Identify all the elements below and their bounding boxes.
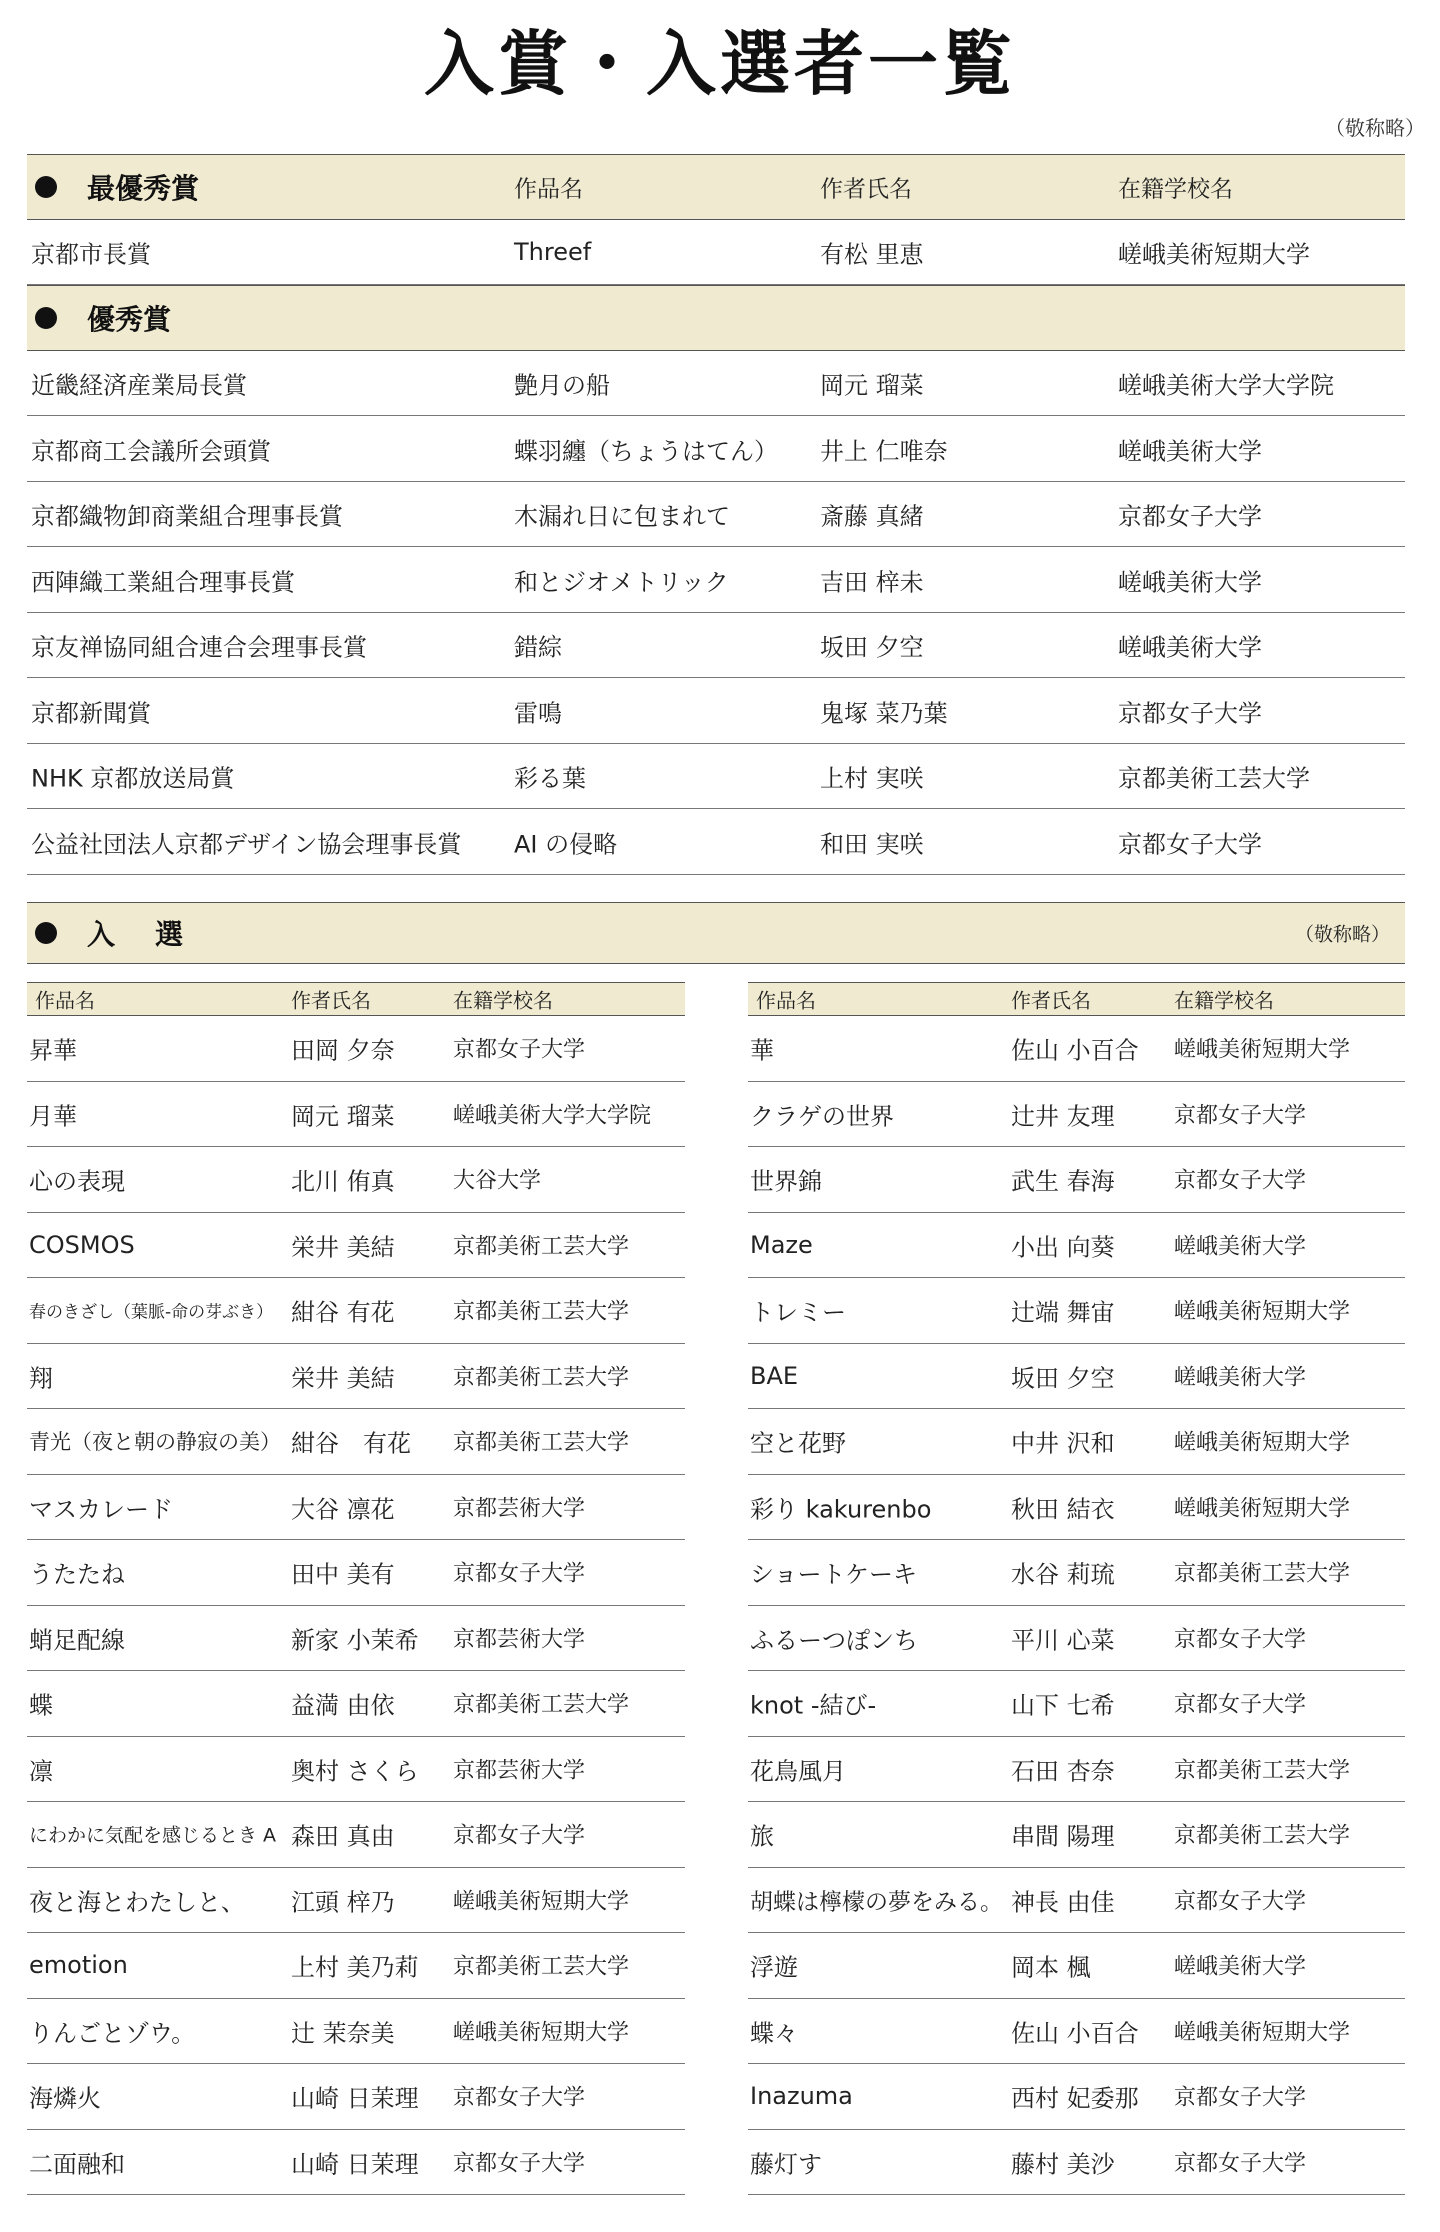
author-name: 斎藤 真緒: [820, 502, 924, 531]
school-name: 京都美術工芸大学: [453, 1365, 630, 1391]
col-author-header: 作者氏名: [1011, 988, 1091, 1013]
school-name: 嵯峨美術大学: [1118, 437, 1262, 465]
col-school-header: 在籍学校名: [1118, 176, 1233, 203]
school-name: 京都美術工芸大学: [1174, 1561, 1351, 1587]
page-title: 入賞・入選者一覧: [424, 22, 1016, 105]
work-title: 花鳥風月: [750, 1757, 846, 1786]
work-title: Threef: [514, 238, 592, 266]
list-item: [748, 1278, 1405, 1344]
school-name: 京都美術工芸大学: [453, 1430, 630, 1456]
school-name: 嵯峨美術大学大学院: [453, 1103, 652, 1129]
list-item: [748, 1540, 1405, 1606]
work-title: りんごとゾウ。: [29, 2019, 196, 2048]
list-item: [27, 1540, 685, 1606]
list-item: [27, 2130, 685, 2196]
award-name: 京都市長賞: [31, 240, 151, 269]
school-name: 京都美術工芸大学: [1118, 764, 1310, 793]
school-name: 京都女子大学: [453, 1823, 586, 1849]
school-name: 嵯峨美術大学: [1118, 633, 1262, 662]
author-name: 秋田 結衣: [1011, 1495, 1115, 1524]
author-name: 石田 杏奈: [1011, 1757, 1115, 1786]
work-title: 華: [750, 1036, 774, 1065]
list-item: [748, 1082, 1405, 1148]
school-name: 京都芸術大学: [453, 1496, 586, 1522]
work-title: 木漏れ日に包まれて: [514, 502, 730, 531]
award-row: [27, 810, 1405, 875]
award-row: [27, 744, 1405, 809]
school-name: 京都女子大学: [453, 1561, 586, 1587]
grand-prize-header: [27, 154, 1405, 220]
author-name: 神長 由佳: [1011, 1888, 1115, 1917]
work-title: 月華: [29, 1102, 77, 1131]
author-name: 益満 由依: [291, 1691, 395, 1720]
col-author-header: 作者氏名: [291, 988, 371, 1013]
work-title: BAE: [750, 1361, 799, 1390]
list-item: [27, 1999, 685, 2065]
school-name: 京都美術工芸大学: [1174, 1823, 1351, 1849]
work-title: 藤灯す: [750, 2150, 822, 2179]
work-title: 胡蝶は檸檬の夢をみる。: [750, 1889, 1003, 1916]
work-title: emotion: [29, 1951, 128, 1980]
list-item: [748, 1475, 1405, 1541]
school-name: 京都女子大学: [1174, 2151, 1307, 2177]
selection-header: [27, 902, 1405, 964]
school-name: 嵯峨美術短期大学: [453, 1889, 630, 1915]
school-name: 嵯峨美術短期大学: [1174, 1430, 1351, 1456]
author-name: 中井 沢和: [1011, 1429, 1115, 1458]
list-item: [748, 1213, 1405, 1279]
author-name: 紺谷 有花: [291, 1298, 395, 1327]
author-name: 藤村 美沙: [1011, 2150, 1115, 2179]
author-name: 田中 美有: [291, 1560, 395, 1589]
work-title: 和とジオメトリック: [514, 568, 729, 596]
school-name: 嵯峨美術大学: [1118, 568, 1262, 596]
excellence-label: 優秀賞: [87, 303, 172, 336]
author-name: 山崎 日茉理: [291, 2150, 419, 2179]
author-name: 平川 心菜: [1011, 1626, 1115, 1655]
school-name: 嵯峨美術大学: [1174, 1954, 1307, 1980]
list-item: [748, 1409, 1405, 1475]
award-row: [27, 220, 1405, 285]
school-name: 京都女子大学: [1174, 1889, 1307, 1915]
award-name: 京都新聞賞: [31, 699, 151, 727]
author-name: 上村 実咲: [820, 764, 924, 793]
list-item: [27, 1278, 685, 1344]
work-title: にわかに気配を感じるとき A: [29, 1824, 277, 1847]
school-name: 京都女子大学: [1174, 1103, 1307, 1129]
list-item: [27, 1409, 685, 1475]
author-name: 串間 陽理: [1011, 1822, 1115, 1851]
list-item: [27, 1606, 685, 1672]
author-name: 江頭 梓乃: [291, 1888, 395, 1917]
list-item: [748, 1999, 1405, 2065]
author-name: 栄井 美結: [291, 1233, 395, 1262]
school-name: 京都女子大学: [1174, 1627, 1307, 1653]
work-title: 錯綜: [514, 633, 562, 662]
work-title: COSMOS: [29, 1230, 135, 1259]
work-title: 雷鳴: [514, 699, 562, 727]
list-item: [27, 1082, 685, 1148]
selection-label: 入 選: [87, 918, 190, 951]
list-item: [27, 1802, 685, 1868]
work-title: 海燐火: [29, 2084, 101, 2113]
selection-left-list: [27, 1016, 685, 2195]
work-title: ショートケーキ: [750, 1560, 918, 1589]
school-name: 嵯峨美術短期大学: [1174, 1037, 1351, 1063]
award-row: [27, 482, 1405, 547]
award-name: 京友禅協同組合連合会理事長賞: [31, 633, 367, 662]
award-row: [27, 679, 1405, 744]
list-item: [27, 1475, 685, 1541]
author-name: 山下 七希: [1011, 1691, 1115, 1720]
selection-honorific: （敬称略）: [1295, 923, 1391, 946]
list-item: [748, 2130, 1405, 2196]
work-title: 夜と海とわたしと、: [29, 1888, 245, 1917]
author-name: 有松 里恵: [820, 240, 924, 269]
author-name: 武生 春海: [1011, 1167, 1115, 1196]
author-name: 辻 茉奈美: [291, 2019, 395, 2048]
list-item: [748, 1606, 1405, 1672]
author-name: 鬼塚 菜乃葉: [820, 699, 948, 727]
award-name: 京都織物卸商業組合理事長賞: [31, 502, 343, 531]
bullet-icon: [35, 922, 57, 944]
author-name: 辻端 舞宙: [1011, 1298, 1115, 1327]
excellence-header: [27, 285, 1405, 351]
work-title: 凛: [29, 1757, 53, 1786]
school-name: 京都女子大学: [453, 1037, 586, 1063]
work-title: うたたね: [29, 1560, 125, 1589]
school-name: 京都美術工芸大学: [453, 1954, 630, 1980]
school-name: 嵯峨美術短期大学: [1118, 240, 1310, 269]
school-name: 嵯峨美術短期大学: [453, 2020, 630, 2046]
award-row: [27, 417, 1405, 482]
author-name: 北川 侑真: [291, 1167, 395, 1196]
list-item: [748, 1671, 1405, 1737]
award-name: 公益社団法人京都デザイン協会理事長賞: [31, 830, 462, 858]
list-item: [748, 1016, 1405, 1082]
col-school-header: 在籍学校名: [453, 988, 553, 1013]
school-name: 京都美術工芸大学: [453, 1692, 630, 1718]
award-row: [27, 613, 1405, 678]
school-name: 京都女子大学: [1118, 699, 1262, 727]
school-name: 嵯峨美術大学: [1174, 1365, 1307, 1391]
col-work-header: 作品名: [756, 988, 816, 1013]
list-item: [27, 1671, 685, 1737]
list-item: [27, 1213, 685, 1279]
school-name: 京都女子大学: [1174, 1168, 1307, 1194]
work-title: 青光（夜と朝の静寂の美）: [29, 1430, 281, 1455]
author-name: 森田 真由: [291, 1822, 395, 1851]
author-name: 佐山 小百合: [1011, 1036, 1139, 1065]
col-author-header: 作者氏名: [820, 176, 912, 203]
author-name: 坂田 夕空: [820, 633, 924, 662]
work-title: 蝶羽纏（ちょうはてん）: [514, 437, 778, 465]
list-item: [748, 1147, 1405, 1213]
grand-prize-label: 最優秀賞: [87, 172, 200, 205]
author-name: 岡本 楓: [1011, 1953, 1091, 1982]
list-item: [27, 1147, 685, 1213]
author-name: 紺谷 有花: [291, 1429, 411, 1458]
list-item: [27, 1933, 685, 1999]
author-name: 田岡 夕奈: [291, 1036, 395, 1065]
col-school-header: 在籍学校名: [1174, 988, 1274, 1013]
school-name: 京都美術工芸大学: [453, 1234, 630, 1260]
list-item: [748, 2064, 1405, 2130]
list-item: [27, 1016, 685, 1082]
work-title: 艶月の船: [514, 371, 610, 400]
school-name: 京都美術工芸大学: [1174, 1758, 1351, 1784]
award-row: [27, 351, 1405, 416]
work-title: 二面融和: [29, 2150, 125, 2179]
school-name: 嵯峨美術短期大学: [1174, 1496, 1351, 1522]
work-title: 昇華: [29, 1036, 77, 1065]
school-name: 嵯峨美術短期大学: [1174, 1299, 1351, 1325]
selection-left-header: [27, 982, 685, 1016]
award-row: [27, 548, 1405, 613]
bullet-icon: [35, 176, 57, 198]
list-item: [748, 1868, 1405, 1934]
school-name: 嵯峨美術短期大学: [1174, 2020, 1351, 2046]
honorific-note: （敬称略）: [1325, 116, 1425, 140]
school-name: 大谷大学: [453, 1168, 542, 1194]
selection-right-list: [748, 1016, 1405, 2195]
list-item: [27, 1868, 685, 1934]
author-name: 西村 妃委那: [1011, 2084, 1139, 2113]
author-name: 大谷 凛花: [291, 1495, 395, 1524]
author-name: 吉田 梓未: [820, 568, 924, 596]
school-name: 京都女子大学: [1118, 830, 1262, 858]
col-work-header: 作品名: [35, 988, 95, 1013]
work-title: 旅: [750, 1822, 774, 1851]
school-name: 京都女子大学: [453, 2085, 586, 2111]
school-name: 京都女子大学: [1118, 502, 1262, 531]
school-name: 京都女子大学: [453, 2151, 586, 2177]
school-name: 京都芸術大学: [453, 1627, 586, 1653]
award-name: 近畿経済産業局長賞: [31, 371, 247, 400]
award-name: 京都商工会議所会頭賞: [31, 437, 271, 465]
author-name: 栄井 美結: [291, 1364, 395, 1393]
selection-right-header: [748, 982, 1405, 1016]
list-item: [748, 1344, 1405, 1410]
work-title: 蝶: [29, 1691, 53, 1720]
author-name: 坂田 夕空: [1011, 1364, 1115, 1393]
work-title: Maze: [750, 1230, 813, 1259]
author-name: 辻井 友理: [1011, 1102, 1115, 1131]
list-item: [748, 1737, 1405, 1803]
author-name: 水谷 莉琉: [1011, 1560, 1115, 1589]
author-name: 上村 美乃莉: [291, 1953, 419, 1982]
work-title: 彩る葉: [514, 764, 586, 793]
author-name: 岡元 瑠菜: [820, 371, 924, 400]
work-title: 翔: [29, 1364, 53, 1393]
work-title: 蝶々: [750, 2019, 798, 2048]
work-title: 彩り kakurenbo: [750, 1495, 932, 1524]
author-name: 小出 向葵: [1011, 1233, 1115, 1262]
work-title: Inazuma: [750, 2082, 853, 2111]
list-item: [748, 1933, 1405, 1999]
work-title: 世界錦: [750, 1167, 822, 1196]
work-title: トレミー: [750, 1298, 846, 1327]
school-name: 京都女子大学: [1174, 1692, 1307, 1718]
school-name: 京都芸術大学: [453, 1758, 586, 1784]
author-name: 佐山 小百合: [1011, 2019, 1139, 2048]
work-title: 浮遊: [750, 1953, 798, 1982]
author-name: 新家 小茉希: [291, 1626, 419, 1655]
school-name: 京都美術工芸大学: [453, 1299, 630, 1325]
list-item: [27, 1344, 685, 1410]
work-title: クラゲの世界: [750, 1102, 894, 1131]
school-name: 嵯峨美術大学大学院: [1118, 371, 1334, 400]
work-title: 心の表現: [29, 1167, 125, 1196]
school-name: 嵯峨美術大学: [1174, 1234, 1307, 1260]
school-name: 京都女子大学: [1174, 2085, 1307, 2111]
col-work-header: 作品名: [514, 176, 583, 203]
work-title: 蛸足配線: [29, 1626, 125, 1655]
author-name: 山崎 日茉理: [291, 2084, 419, 2113]
author-name: 和田 実咲: [820, 830, 924, 858]
work-title: 春のきざし（葉脈-命の芽ぶき）: [29, 1302, 274, 1323]
work-title: 空と花野: [750, 1429, 846, 1458]
work-title: ふるーつぽンち: [750, 1626, 918, 1655]
author-name: 井上 仁唯奈: [820, 437, 948, 465]
bullet-icon: [35, 307, 57, 329]
award-name: 西陣織工業組合理事長賞: [31, 568, 295, 596]
award-name: NHK 京都放送局賞: [31, 764, 235, 793]
list-item: [748, 1802, 1405, 1868]
work-title: AI の侵略: [514, 830, 618, 858]
list-item: [27, 1737, 685, 1803]
work-title: マスカレード: [29, 1495, 173, 1524]
author-name: 奥村 さくら: [291, 1757, 419, 1786]
list-item: [27, 2064, 685, 2130]
author-name: 岡元 瑠菜: [291, 1102, 395, 1131]
work-title: knot -結び-: [750, 1691, 877, 1720]
